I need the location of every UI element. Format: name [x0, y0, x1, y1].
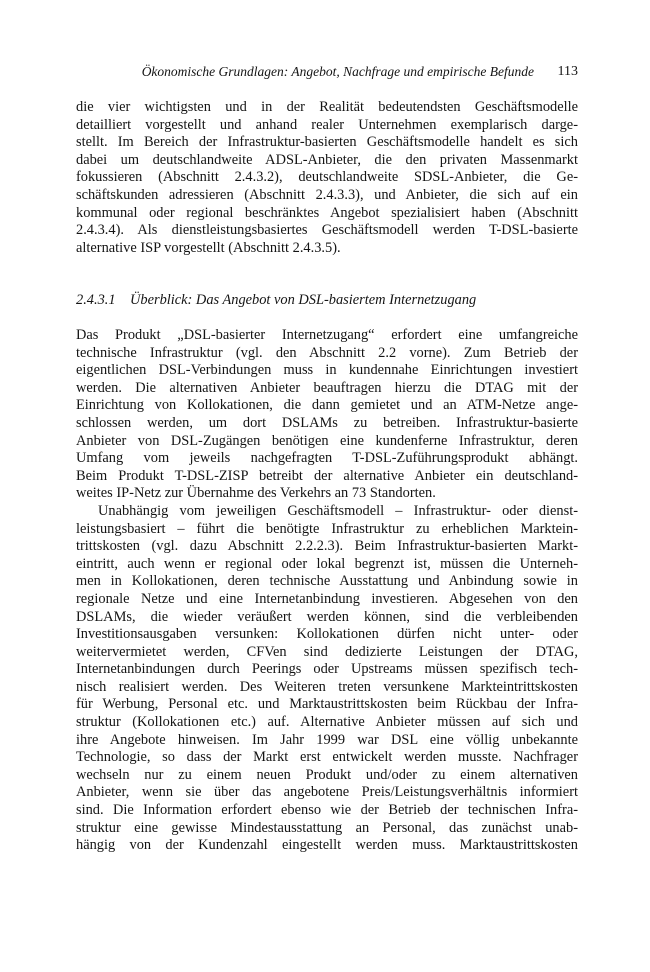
text-line: men in Kollokationen, deren technische Ausstattung und Anbindung sowie in: [76, 573, 578, 590]
section-heading: [76, 291, 578, 309]
text-line: Technologie, so dass der Markt erst entwickelt werden musste. Nachfrager: [76, 749, 578, 766]
section-title: Überblick: Das Angebot von DSL-basiertem Internetzugang: [130, 292, 477, 308]
text-line: Das Produkt „DSL-basierter Internetzugang“ erfordert eine umfangreiche: [76, 327, 578, 343]
text-line: stellt. Im Bereich der Infrastruktur-basierten Geschäftsmodelle handelt es sich: [76, 134, 578, 151]
running-title: Ökonomische Grundlagen: Angebot, Nachfrage und empirische Befunde: [141, 64, 534, 79]
text-line: schäftskunden adressieren (Abschnitt 2.4.3.3), und Anbieter, die sich auf ein: [76, 186, 578, 203]
text-line: Investitionsausgaben versunken: Kollokationen dürfen nicht unter- oder: [76, 626, 578, 643]
page-number: 113: [557, 64, 578, 79]
text-line: Internetanbindungen durch Peerings oder Upstreams müssen spezifisch tech-: [76, 661, 578, 678]
text-line: sind. Die Information erfordert ebenso wie der Betrieb der technischen Infra-: [76, 802, 578, 819]
text-line: weites IP-Netz zur Übernahme des Verkehrs an 73 Standorten.: [76, 485, 436, 502]
text-line: detailliert vorgestellt und anhand realer Unternehmen exemplarisch darge-: [76, 116, 578, 133]
text-line: Anbieter, wenn sie über das angebotene Preis/Leistungsverhältnis informiert: [76, 784, 578, 801]
text-line: werden. Die alternativen Anbieter beauftragen hierzu die DTAG mit der: [76, 379, 578, 396]
text-line: ihre Angebote hinweisen. Im Jahr 1999 war DSL eine völlig unbekannte: [76, 731, 578, 748]
text-line: Anbieter von DSL-Zugängen benötigen eine kundenferne Infrastruktur, deren: [76, 432, 578, 449]
text-line: nisch realisiert werden. Des Weiteren treten versunkene Markteintrittskosten: [76, 678, 578, 695]
text-line: Umfang vom jeweils nachgefragten T-DSL-Zuführungsprodukt abhängt.: [76, 450, 578, 467]
text-line: weitervermietet werden, CFVen sind dedizierte Leistungen der DTAG,: [76, 643, 578, 660]
text-line: DSLAMs, die wieder veräußert werden können, sind die verbleibenden: [76, 608, 578, 625]
section-number: 2.4.3.1: [76, 292, 116, 308]
text-line: wechseln nur zu einem neuen Produkt und/oder zu einem alternativen: [76, 766, 578, 783]
text-line: Einrichtung von Kollokationen, die dann gemietet und an ATM-Netze ange-: [76, 397, 578, 414]
text-line: fokussieren (Abschnitt 2.4.3.2), deutschlandweite SDSL-Anbieter, die Ge-: [76, 169, 578, 186]
running-header: [76, 64, 578, 84]
text-line: die vier wichtigsten und in der Realität bedeutendsten Geschäftsmodelle: [76, 99, 578, 115]
text-line: Beim Produkt T-DSL-ZISP betreibt der alternative Anbieter ein deutschland-: [76, 467, 578, 484]
text-line: struktur (Kollokationen etc.) auf. Alternative Anbieter müssen auf sich und: [76, 714, 578, 731]
text-line: struktur eine gewisse Mindestausstattung an Personal, das zunächst unab-: [76, 819, 578, 836]
text-line: Unabhängig vom jeweiligen Geschäftsmodell – Infrastruktur- oder dienst-: [98, 502, 578, 519]
text-line: für Werbung, Personal etc. und Marktaustrittskosten beim Rückbau der Infra-: [76, 696, 578, 713]
text-line: schlossen werden, um dort DSLAMs zu betreiben. Infrastruktur-basierte: [76, 414, 578, 431]
body-paragraphs: [76, 327, 578, 855]
text-line: technische Infrastruktur (vgl. den Abschnitt 2.2 vorne). Zum Betrieb der: [76, 344, 578, 361]
text-line: hängig von der Kundenzahl eingestellt werden muss. Marktaustrittskosten: [76, 837, 578, 854]
intro-paragraph: [76, 99, 578, 257]
text-line: trittskosten (vgl. dazu Abschnitt 2.2.2.3). Beim Infrastruktur-basierten Markt-: [76, 538, 578, 555]
text-line: kommunal oder regional beschränktes Angebot spezialisiert haben (Abschnitt: [76, 204, 578, 221]
text-line: alternative ISP vorgestellt (Abschnitt 2.4.3.5).: [76, 239, 341, 256]
text-line: regionale Netze und eine Internetanbindung investieren. Abgesehen von den: [76, 590, 578, 607]
text-line: dabei um deutschlandweite ADSL-Anbieter, die den privaten Massenmarkt: [76, 151, 578, 168]
text-line: 2.4.3.4). Als dienstleistungsbasiertes Geschäftsmodell werden T-DSL-basierte: [76, 222, 578, 239]
text-line: leistungsbasiert – führt die benötigte Infrastruktur zu erheblichen Marktein-: [76, 520, 578, 537]
text-line: eintritt, auch wenn er regional oder lokal begrenzt ist, müssen die Unterneh-: [76, 555, 578, 572]
text-line: eigentlichen DSL-Verbindungen muss in kundennahe Einrichtungen investiert: [76, 362, 578, 379]
